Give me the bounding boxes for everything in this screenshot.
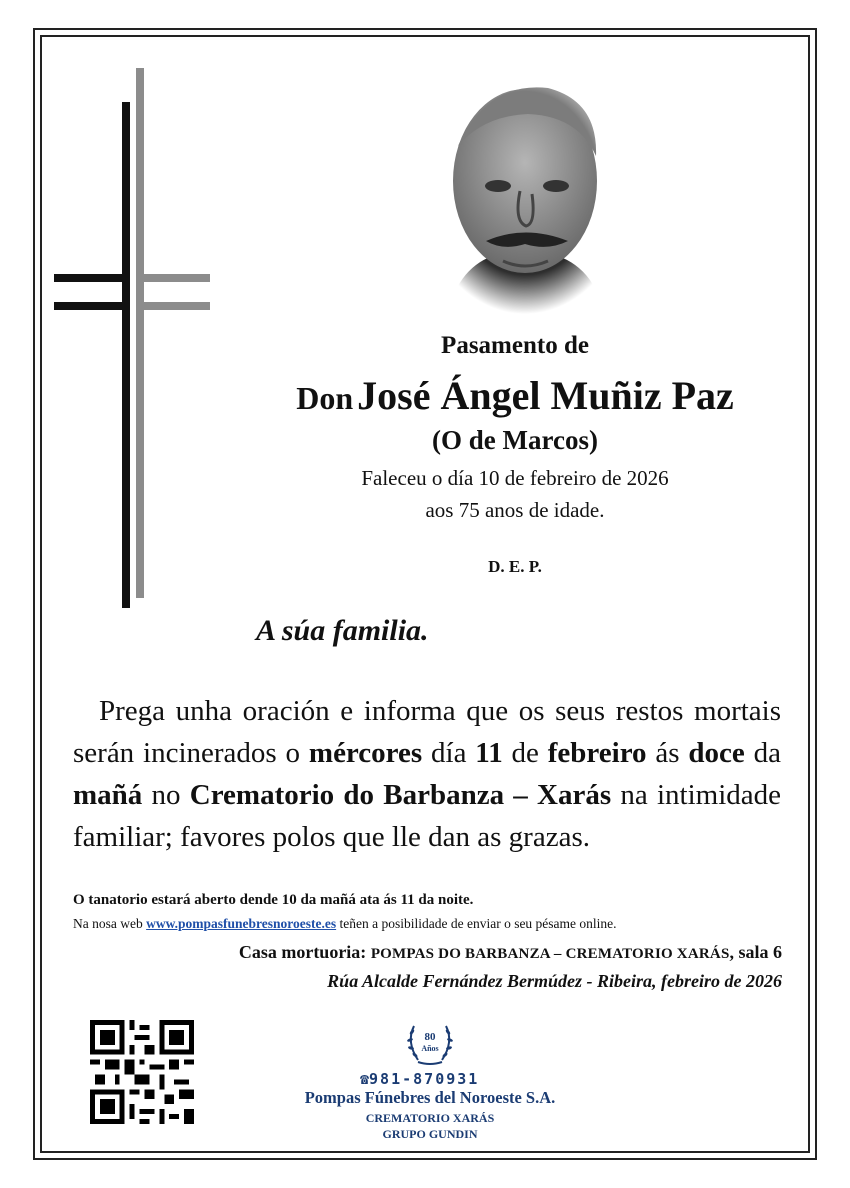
portrait-photo (428, 76, 622, 314)
website-link[interactable]: www.pompasfunebresnoroeste.es (146, 916, 337, 931)
age-line: aos 75 anos de idade. (425, 498, 605, 522)
deceased-name: José Ángel Muñiz Paz (357, 373, 734, 418)
company-name: Pompas Fúnebres del Noroeste S.A. (304, 1088, 556, 1107)
nickname: (O de Marcos) (432, 425, 598, 455)
phone-text: 981-870931 (369, 1070, 480, 1088)
funeral-home-place: POMPAS DO BARBANZA – CREMATORIO XARÁS (370, 946, 730, 962)
deceased-name-line (220, 372, 810, 419)
laurel-icon (404, 1018, 456, 1068)
body-bold-place: Crematorio do Barbanza – Xarás (189, 779, 612, 811)
web-note-suffix: teñen a posibilidade de enviar o seu pésame online. (336, 916, 617, 931)
badge-text: Años (421, 1044, 439, 1053)
family-heading: A súa familia. (256, 614, 429, 647)
body-text-7: na intimidade familiar; favores polos que lle dan as grazas. (73, 779, 781, 853)
body-text-2: día (422, 737, 476, 769)
badge-number: 80 (424, 1031, 436, 1043)
funeral-home-label: Casa mortuoria: (238, 942, 371, 962)
funeral-home-room: , sala 6 (729, 942, 782, 962)
web-note-prefix: Na nosa web (73, 916, 147, 931)
body-text-5: da (744, 737, 781, 769)
web-note (73, 916, 617, 932)
body-bold-date: 11 (475, 737, 503, 769)
cross-icon (54, 68, 210, 608)
honorific: Don (296, 380, 354, 416)
body-bold-month: febreiro (547, 737, 647, 769)
body-text-1: Prega unha oración e informa que os seus restos mortais serán incinerados o (73, 695, 781, 769)
pre-title: Pasamento de (441, 332, 589, 359)
body-bold-hour: doce (688, 737, 745, 769)
body-bold-period: mañá (73, 779, 143, 811)
qr-code[interactable] (90, 1020, 194, 1124)
body-text-4: ás (646, 737, 689, 769)
body-text-3: de (502, 737, 548, 769)
funeral-home (239, 942, 782, 963)
anniversary-badge (404, 1018, 456, 1068)
crematorium-name: CREMATORIO XARÁS (365, 1111, 495, 1125)
body-bold-day: mércores (308, 737, 423, 769)
body-text-6: no (142, 779, 190, 811)
announcement-text (73, 690, 781, 858)
phone-number[interactable] (360, 1070, 479, 1088)
address-date: Rúa Alcalde Fernández Bermúdez - Ribeira, febreiro de 2026 (327, 971, 782, 991)
tanatorio-hours: O tanatorio estará aberto dende 10 da mañá ata ás 11 da noite. (73, 892, 474, 908)
death-date: Faleceu o día 10 de febreiro de 2026 (361, 466, 669, 490)
telephone-icon: ☎ (360, 1070, 370, 1088)
rip-text: D. E. P. (488, 557, 542, 576)
group-name: GRUPO GUNDIN (382, 1127, 478, 1141)
